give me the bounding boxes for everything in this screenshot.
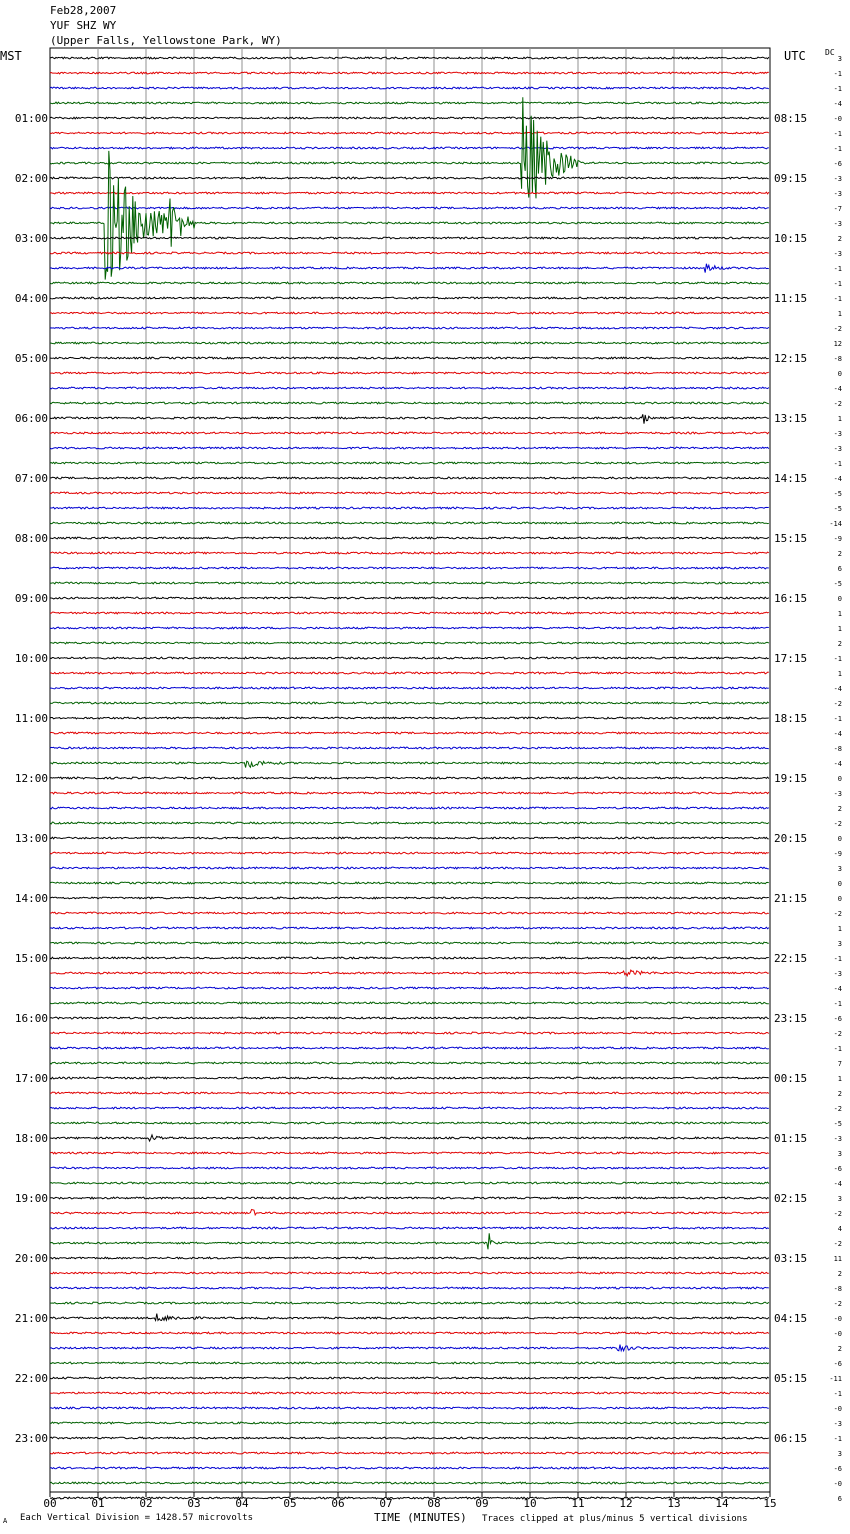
trace-row bbox=[50, 1287, 769, 1289]
dc-offset-label: -1 bbox=[833, 280, 842, 288]
dc-offset-label: -3 bbox=[833, 430, 842, 438]
right-hour-label: 05:15 bbox=[774, 1372, 808, 1385]
dc-offset-label: 0 bbox=[837, 880, 842, 888]
trace-row bbox=[50, 537, 769, 539]
trace-row bbox=[50, 1092, 769, 1094]
trace-row bbox=[50, 432, 769, 434]
left-hour-label: 21:00 bbox=[14, 1312, 48, 1325]
trace-row bbox=[50, 1152, 769, 1154]
trace-row bbox=[50, 582, 769, 584]
dc-offset-label: -6 bbox=[833, 1015, 842, 1023]
plot-frame bbox=[50, 48, 770, 1492]
trace-row bbox=[50, 87, 769, 89]
trace-row bbox=[50, 882, 769, 884]
left-hour-label: 17:00 bbox=[14, 1072, 48, 1085]
trace-row bbox=[50, 1345, 769, 1351]
scale-note: Each Vertical Division = 1428.57 microvolts bbox=[20, 1513, 253, 1523]
x-tick-label: 12 bbox=[619, 1497, 633, 1510]
left-hour-label: 20:00 bbox=[14, 1252, 48, 1265]
trace-row bbox=[50, 1002, 769, 1004]
dc-offset-label: -0 bbox=[833, 115, 842, 123]
dc-offset-label: -6 bbox=[833, 1165, 842, 1173]
trace-row bbox=[50, 597, 769, 599]
left-hour-label: 14:00 bbox=[14, 892, 48, 905]
right-timezone-label: UTC bbox=[784, 49, 806, 63]
dc-offset-label: 0 bbox=[837, 595, 842, 603]
dc-offset-label: 6 bbox=[837, 565, 842, 573]
right-hour-label: 06:15 bbox=[774, 1432, 808, 1445]
trace-row bbox=[50, 1497, 769, 1499]
trace-row bbox=[50, 264, 769, 273]
trace-row bbox=[50, 1077, 769, 1079]
dc-offset-label: -1 bbox=[833, 460, 842, 468]
trace-row bbox=[50, 151, 769, 280]
trace-row bbox=[50, 147, 769, 149]
trace-row bbox=[50, 1314, 769, 1321]
trace-row bbox=[50, 72, 769, 74]
trace-row bbox=[50, 1437, 769, 1439]
trace-row bbox=[50, 117, 769, 119]
dc-offset-label: -1 bbox=[833, 70, 842, 78]
x-tick-label: 08 bbox=[427, 1497, 441, 1510]
dc-offset-label: 3 bbox=[837, 1195, 842, 1203]
trace-row bbox=[50, 1332, 769, 1334]
dc-offset-label: -9 bbox=[833, 850, 842, 858]
dc-offset-label: -6 bbox=[833, 1465, 842, 1473]
trace-row bbox=[50, 897, 769, 899]
dc-offset-label: 3 bbox=[837, 1450, 842, 1458]
dc-offset-label: -0 bbox=[833, 1315, 842, 1323]
right-hour-label: 20:15 bbox=[774, 832, 808, 845]
dc-offset-label: 1 bbox=[837, 415, 842, 423]
dc-offset-label: -4 bbox=[833, 760, 842, 768]
trace-row bbox=[50, 1062, 769, 1064]
dc-offset-label: 1 bbox=[837, 670, 842, 678]
right-hour-label: 02:15 bbox=[774, 1192, 808, 1205]
trace-row bbox=[50, 747, 769, 749]
dc-offset-label: -1 bbox=[833, 1390, 842, 1398]
dc-offset-label: -8 bbox=[833, 745, 842, 753]
trace-row bbox=[50, 807, 769, 809]
x-tick-label: 11 bbox=[571, 1497, 585, 1510]
trace-row bbox=[50, 327, 769, 329]
dc-offset-label: -1 bbox=[833, 265, 842, 273]
left-timezone-label: MST bbox=[0, 49, 22, 63]
dc-offset-label: -3 bbox=[833, 445, 842, 453]
trace-row bbox=[50, 822, 769, 824]
dc-offset-label: -5 bbox=[833, 1120, 842, 1128]
dc-offset-label: -14 bbox=[829, 520, 842, 528]
trace-row bbox=[50, 1302, 769, 1304]
dc-offset-label: -9 bbox=[833, 535, 842, 543]
trace-row bbox=[50, 732, 769, 734]
dc-offset-label: -1 bbox=[833, 1000, 842, 1008]
dc-offset-label: 2 bbox=[837, 640, 842, 648]
x-tick-label: 00 bbox=[43, 1497, 57, 1510]
trace-row bbox=[50, 1482, 769, 1484]
dc-offset-label: -6 bbox=[833, 160, 842, 168]
dc-column-label: DC bbox=[825, 48, 835, 57]
dc-offset-label: -8 bbox=[833, 1285, 842, 1293]
dc-offset-label: -4 bbox=[833, 385, 842, 393]
dc-offset-label: 2 bbox=[837, 1090, 842, 1098]
trace-row bbox=[50, 1017, 769, 1019]
right-hour-label: 00:15 bbox=[774, 1072, 808, 1085]
dc-offset-label: -2 bbox=[833, 400, 842, 408]
dc-offset-label: -2 bbox=[833, 910, 842, 918]
trace-row bbox=[50, 1257, 769, 1259]
dc-offset-label: 2 bbox=[837, 805, 842, 813]
trace-row bbox=[50, 1377, 769, 1379]
trace-row bbox=[50, 642, 769, 644]
dc-offset-label: -5 bbox=[833, 505, 842, 513]
dc-offset-label: -6 bbox=[833, 1360, 842, 1368]
dc-offset-label: -3 bbox=[833, 790, 842, 798]
left-hour-label: 09:00 bbox=[14, 592, 48, 605]
dc-offset-label: 2 bbox=[837, 1345, 842, 1353]
trace-row bbox=[50, 252, 769, 254]
dc-offset-label: 1 bbox=[837, 625, 842, 633]
trace-row bbox=[50, 987, 769, 989]
left-hour-label: 01:00 bbox=[14, 112, 48, 125]
x-tick-label: 04 bbox=[235, 1497, 249, 1510]
left-hour-label: 04:00 bbox=[14, 292, 48, 305]
left-hour-label: 10:00 bbox=[14, 652, 48, 665]
dc-offset-label: 1 bbox=[837, 1075, 842, 1083]
trace-row bbox=[50, 477, 769, 479]
dc-offset-label: -5 bbox=[833, 580, 842, 588]
trace-row bbox=[50, 1452, 769, 1454]
x-tick-label: 02 bbox=[139, 1497, 153, 1510]
dc-offset-label: 6 bbox=[837, 1495, 842, 1503]
dc-offset-label: -7 bbox=[833, 205, 842, 213]
dc-offset-label: -2 bbox=[833, 700, 842, 708]
trace-row bbox=[50, 462, 769, 464]
dc-offset-label: 3 bbox=[837, 865, 842, 873]
trace-row bbox=[50, 312, 769, 314]
trace-row bbox=[50, 657, 769, 659]
x-tick-label: 06 bbox=[331, 1497, 345, 1510]
dc-offset-label: -3 bbox=[833, 970, 842, 978]
right-hour-label: 16:15 bbox=[774, 592, 808, 605]
dc-offset-label: 11 bbox=[833, 1255, 842, 1263]
trace-row bbox=[50, 761, 769, 767]
left-hour-label: 18:00 bbox=[14, 1132, 48, 1145]
trace-row bbox=[50, 1122, 769, 1124]
trace-row bbox=[50, 927, 769, 929]
right-hour-label: 11:15 bbox=[774, 292, 808, 305]
trace-row bbox=[50, 297, 769, 299]
right-hour-label: 19:15 bbox=[774, 772, 808, 785]
left-hour-label: 06:00 bbox=[14, 412, 48, 425]
trace-row bbox=[50, 132, 769, 134]
trace-row bbox=[50, 237, 769, 239]
dc-offset-label: -8 bbox=[833, 355, 842, 363]
trace-row bbox=[50, 672, 769, 674]
dc-offset-label: -1 bbox=[833, 715, 842, 723]
dc-offset-label: -4 bbox=[833, 685, 842, 693]
dc-offset-label: -0 bbox=[833, 1330, 842, 1338]
trace-row bbox=[50, 402, 769, 404]
left-hour-label: 16:00 bbox=[14, 1012, 48, 1025]
dc-offset-label: -2 bbox=[833, 1030, 842, 1038]
trace-row bbox=[50, 970, 769, 976]
trace-row bbox=[50, 177, 769, 179]
right-hour-label: 14:15 bbox=[774, 472, 808, 485]
right-hour-label: 09:15 bbox=[774, 172, 808, 185]
trace-row bbox=[50, 1197, 769, 1199]
left-hour-label: 11:00 bbox=[14, 712, 48, 725]
left-hour-label: 07:00 bbox=[14, 472, 48, 485]
right-hour-label: 17:15 bbox=[774, 652, 808, 665]
dc-offset-label: -2 bbox=[833, 1300, 842, 1308]
trace-row bbox=[50, 687, 769, 689]
x-tick-label: 10 bbox=[523, 1497, 537, 1510]
trace-row bbox=[50, 1135, 769, 1141]
trace-row bbox=[50, 852, 769, 854]
x-tick-label: 03 bbox=[187, 1497, 201, 1510]
dc-offset-label: 3 bbox=[837, 1150, 842, 1158]
trace-row bbox=[50, 777, 769, 779]
dc-offset-label: 1 bbox=[837, 925, 842, 933]
x-tick-label: 07 bbox=[379, 1497, 393, 1510]
trace-row bbox=[50, 942, 769, 944]
right-hour-label: 13:15 bbox=[774, 412, 808, 425]
trace-row bbox=[50, 867, 769, 869]
trace-row bbox=[50, 837, 769, 839]
trace-row bbox=[50, 1407, 769, 1409]
dc-offset-label: -2 bbox=[833, 325, 842, 333]
dc-offset-label: -2 bbox=[833, 1240, 842, 1248]
trace-row bbox=[50, 447, 769, 449]
dc-offset-label: 0 bbox=[837, 775, 842, 783]
corner-mark: A bbox=[3, 1517, 8, 1525]
trace-row bbox=[50, 372, 769, 374]
trace-row bbox=[50, 1467, 769, 1469]
dc-offset-label: 3 bbox=[837, 940, 842, 948]
trace-row bbox=[50, 717, 769, 719]
dc-offset-label: -2 bbox=[833, 1210, 842, 1218]
trace-row bbox=[50, 1210, 769, 1215]
dc-offset-label: -3 bbox=[833, 175, 842, 183]
right-hour-label: 18:15 bbox=[774, 712, 808, 725]
x-tick-label: 01 bbox=[91, 1497, 105, 1510]
clip-note: Traces clipped at plus/minus 5 vertical divisions bbox=[482, 1514, 748, 1524]
trace-row bbox=[50, 1272, 769, 1274]
right-hour-label: 23:15 bbox=[774, 1012, 808, 1025]
header-station: YUF SHZ WY bbox=[50, 19, 117, 32]
dc-offset-label: 7 bbox=[837, 1060, 842, 1068]
x-tick-label: 13 bbox=[667, 1497, 681, 1510]
dc-offset-label: -4 bbox=[833, 730, 842, 738]
dc-offset-label: -1 bbox=[833, 955, 842, 963]
trace-row bbox=[50, 627, 769, 629]
dc-offset-label: -1 bbox=[833, 1045, 842, 1053]
trace-row bbox=[50, 282, 769, 284]
x-tick-label: 15 bbox=[763, 1497, 777, 1510]
left-hour-label: 22:00 bbox=[14, 1372, 48, 1385]
trace-row bbox=[50, 1047, 769, 1049]
dc-offset-label: 2 bbox=[837, 550, 842, 558]
dc-offset-label: -11 bbox=[829, 1375, 842, 1383]
left-hour-label: 03:00 bbox=[14, 232, 48, 245]
dc-offset-label: -4 bbox=[833, 100, 842, 108]
right-hour-label: 12:15 bbox=[774, 352, 808, 365]
trace-row bbox=[50, 507, 769, 509]
trace-row bbox=[50, 1362, 769, 1364]
right-hour-label: 01:15 bbox=[774, 1132, 808, 1145]
x-tick-label: 14 bbox=[715, 1497, 729, 1510]
x-tick-label: 09 bbox=[475, 1497, 489, 1510]
dc-offset-label: -2 bbox=[833, 820, 842, 828]
x-axis-title: TIME (MINUTES) bbox=[374, 1511, 467, 1524]
trace-row bbox=[50, 342, 769, 344]
trace-row bbox=[50, 102, 769, 104]
dc-offset-label: -3 bbox=[833, 190, 842, 198]
right-hour-label: 10:15 bbox=[774, 232, 808, 245]
trace-row bbox=[50, 57, 769, 59]
trace-row bbox=[50, 1182, 769, 1184]
dc-offset-label: -4 bbox=[833, 1180, 842, 1188]
trace-row bbox=[50, 1233, 769, 1249]
dc-offset-label: -4 bbox=[833, 985, 842, 993]
trace-row bbox=[50, 414, 769, 423]
dc-offset-label: -0 bbox=[833, 1405, 842, 1413]
trace-row bbox=[50, 1392, 769, 1394]
dc-offset-label: 3 bbox=[837, 55, 842, 63]
left-hour-label: 23:00 bbox=[14, 1432, 48, 1445]
trace-row bbox=[50, 957, 769, 959]
trace-row bbox=[50, 387, 769, 389]
right-hour-label: 04:15 bbox=[774, 1312, 808, 1325]
right-hour-label: 15:15 bbox=[774, 532, 808, 545]
trace-row bbox=[50, 522, 769, 524]
trace-row bbox=[50, 1422, 769, 1424]
trace-row bbox=[50, 912, 769, 914]
trace-row bbox=[50, 792, 769, 794]
left-hour-label: 08:00 bbox=[14, 532, 48, 545]
dc-offset-label: -1 bbox=[833, 85, 842, 93]
header-date: Feb28,2007 bbox=[50, 4, 117, 17]
right-hour-label: 21:15 bbox=[774, 892, 808, 905]
trace-row bbox=[50, 552, 769, 554]
trace-row bbox=[50, 192, 769, 194]
dc-offset-label: -1 bbox=[833, 145, 842, 153]
trace-row bbox=[50, 207, 769, 209]
dc-offset-label: -3 bbox=[833, 1135, 842, 1143]
dc-offset-label: -1 bbox=[833, 1435, 842, 1443]
dc-offset-label: -5 bbox=[833, 490, 842, 498]
dc-offset-label: -0 bbox=[833, 1480, 842, 1488]
dc-offset-label: -2 bbox=[833, 1105, 842, 1113]
dc-offset-label: 0 bbox=[837, 895, 842, 903]
dc-offset-label: -3 bbox=[833, 250, 842, 258]
dc-offset-label: -3 bbox=[833, 220, 842, 228]
dc-offset-label: 4 bbox=[837, 1225, 842, 1233]
dc-offset-label: -1 bbox=[833, 130, 842, 138]
left-hour-label: 02:00 bbox=[14, 172, 48, 185]
dc-offset-label: 1 bbox=[837, 610, 842, 618]
dc-offset-label: 2 bbox=[837, 1270, 842, 1278]
dc-offset-label: -3 bbox=[833, 1420, 842, 1428]
dc-offset-label: 2 bbox=[837, 235, 842, 243]
left-hour-label: 05:00 bbox=[14, 352, 48, 365]
right-hour-label: 03:15 bbox=[774, 1252, 808, 1265]
trace-row bbox=[50, 612, 769, 614]
trace-row bbox=[50, 1167, 769, 1169]
header-location: (Upper Falls, Yellowstone Park, WY) bbox=[50, 34, 282, 47]
trace-row bbox=[50, 1227, 769, 1229]
trace-row bbox=[50, 567, 769, 569]
dc-offset-label: 0 bbox=[837, 370, 842, 378]
dc-offset-label: 12 bbox=[833, 340, 842, 348]
x-tick-label: 05 bbox=[283, 1497, 297, 1510]
trace-row bbox=[50, 1032, 769, 1034]
trace-row bbox=[50, 1107, 769, 1109]
trace-row bbox=[50, 702, 769, 704]
right-hour-label: 08:15 bbox=[774, 112, 808, 125]
left-hour-label: 12:00 bbox=[14, 772, 48, 785]
left-hour-label: 13:00 bbox=[14, 832, 48, 845]
dc-offset-label: -1 bbox=[833, 655, 842, 663]
dc-offset-label: 1 bbox=[837, 310, 842, 318]
dc-offset-label: -1 bbox=[833, 295, 842, 303]
trace-row bbox=[50, 357, 769, 359]
dc-offset-label: 0 bbox=[837, 835, 842, 843]
dc-offset-label: -4 bbox=[833, 475, 842, 483]
trace-row bbox=[50, 492, 769, 494]
right-hour-label: 22:15 bbox=[774, 952, 808, 965]
left-hour-label: 19:00 bbox=[14, 1192, 48, 1205]
left-hour-label: 15:00 bbox=[14, 952, 48, 965]
